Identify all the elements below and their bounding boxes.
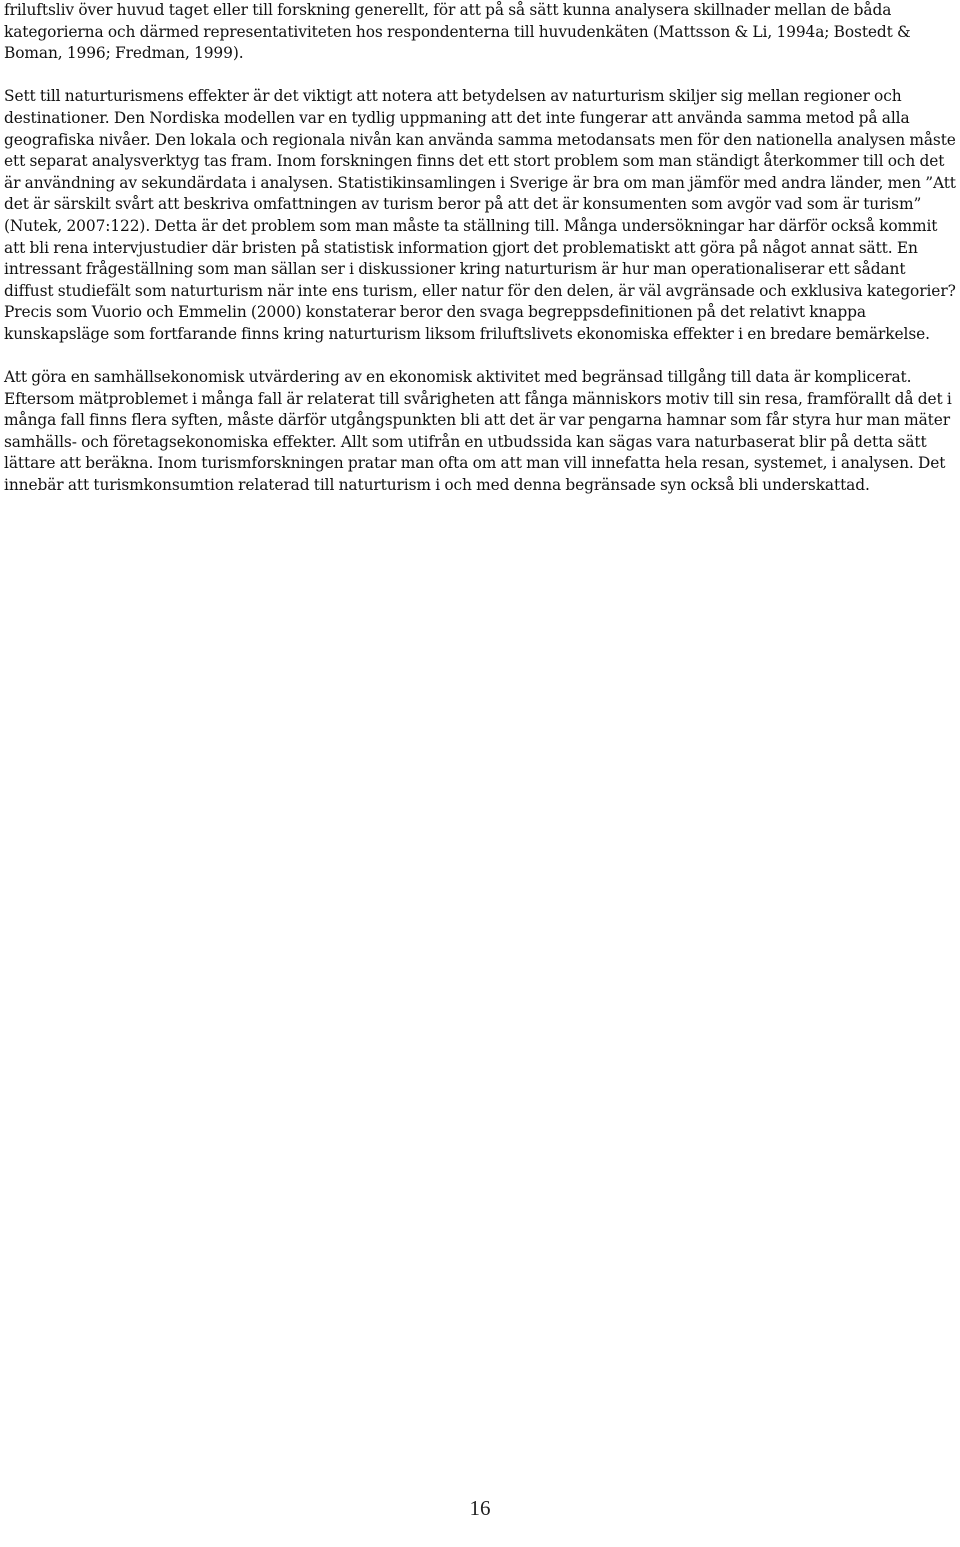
paragraph-economic-evaluation: Att göra en samhällsekonomisk utvärdering av en ekonomisk aktivitet med begränsad tillgång till data är komplicerat. Eftersom mätproblemet i många fall är relaterat till svårigheten att fånga människors motiv till sin resa, framförallt då det i många fall finns flera syften, måste därför utgångspunkten bli att det är var pengarna hamnar som får styra hur man mäter samhälls- och företagsekonomiska effekter. Allt som utifrån en utbudssida kan sägas vara naturbaserat blir på detta sätt lättare att beräkna. Inom turismforskningen pratar man ofta om att man vill innefatta hela resan, systemet, i analysen. Det innebär att turismkonsumtion relaterad till naturturism i och med denna begränsade syn också bli underskattad. [4, 368, 952, 495]
paragraph-naturturism-effects: Sett till naturturismens effekter är det viktigt att notera att betydelsen av naturturism skiljer sig mellan regioner och destinationer. Den Nordiska modellen var en tydlig uppmaning att det inte fungerar att använda samma metod på alla geografiska nivåer. Den lokala och regionala nivån kan använda samma metodansats men för den nationella analysen måste ett separat analysverktyg tas fram. Inom forskningen finns det ett stort problem som man ständigt återkommer till och det är användning av sekundärdata i analysen. Statistikinsamlingen i Sverige är bra om man jämför med andra länder, men ”Att det är särskilt svårt att beskriva omfattningen av turism beror på att det är konsumenten som avgör vad som är turism” (Nutek, 2007:122). Detta är det problem som man måste ta ställning till. Många undersökningar har därför också kommit att bli rena intervjustudier där bristen på statistisk information gjort det problematiskt att göra på något annat sätt. En intressant frågeställning som man sällan ser i diskussioner kring naturturism är hur man operationaliserar ett sådant diffust studiefält som naturturism när inte ens turism, eller natur för den delen, är väl avgränsade och exklusiva kategorier? Precis som Vuorio och Emmelin (2000) konstaterar beror den svaga begreppsdefinitionen på det relativt knappa kunskapsläge som fortfarande finns kring naturturism liksom friluftslivets ekonomiska effekter i en bredare bemärkelse. [4, 87, 956, 343]
page-number: 16 [469, 1496, 491, 1520]
paragraph-continuation: friluftsliv över huvud taget eller till forskning generellt, för att på så sätt kunna analysera skillnader mellan de båda kategorierna och därmed representativiteten hos respondenterna till huvudenkäten (Mattsson & Li, 1994a; Bostedt & Boman, 1996; Fredman, 1999). [4, 1, 911, 63]
document-body [4, 0, 958, 497]
